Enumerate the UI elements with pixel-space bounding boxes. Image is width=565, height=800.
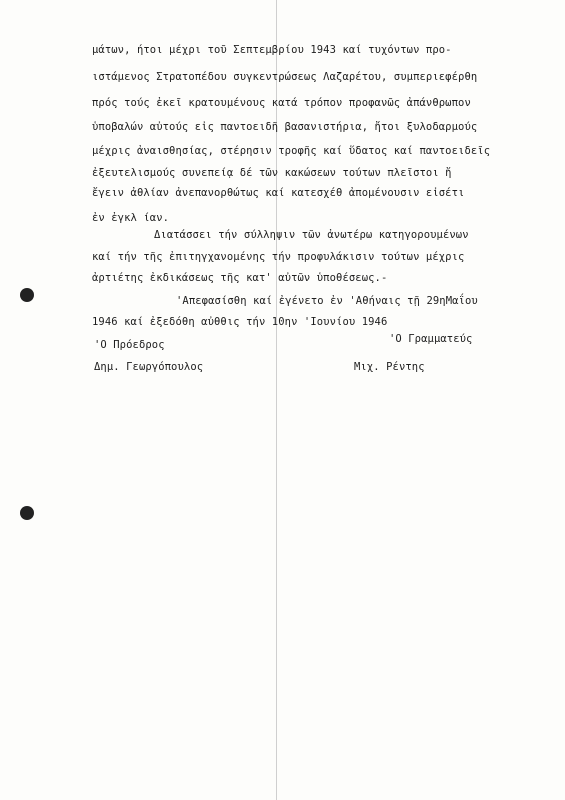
signature-clerk-name: Μιχ. Ρέντης xyxy=(354,361,425,373)
decision-line-1: Διατάσσει τήν σύλληψιν τῶν ἀνωτέρω κατηγορουμένων xyxy=(154,229,469,241)
dating-line-2: 1946 καί ἐξεδόθη αὐθθις τήν 10ην 'Ιουνίου 1946 xyxy=(92,316,388,328)
punch-hole-top xyxy=(20,288,34,302)
body-line-1: μάτων, ήτοι μέχρι τοῦ Σεπτεμβρίου 1943 καί τυχόντων προ- xyxy=(92,44,452,56)
body-line-6: ἐξευτελισμούς συνεπείᾳ δέ τῶν κακώσεων τούτων πλεῖστοι ἤ xyxy=(92,167,452,179)
decision-line-3: ἀρτιέτης ἐκδικάσεως τῆς κατ' αὐτῶν ὑποθέσεως.- xyxy=(92,272,388,284)
body-line-2: ιστάμενος Στρατοπέδου συγκεντρώσεως Λαζαρέτου, συμπεριεφέρθη xyxy=(92,71,478,83)
decision-line-2: καί τήν τῆς ἐπιτηγχανομένης τήν προφυλάκισιν τούτων μέχρις xyxy=(92,251,465,263)
signature-president-title: 'Ο Πρόεδρος xyxy=(94,339,165,351)
body-line-3: πρός τούς ἐκεῖ κρατουμένους κατά τρόπον προφανῶς ἀπάνθρωπον xyxy=(92,97,471,109)
body-line-7: ἔγειν ἀθλίαν ἀνεπανορθώτως καί κατεσχέθ ἀπομένουσιν εἰσέτι xyxy=(92,187,465,199)
body-line-4: ὑποβαλών αὐτούς εἰς παντοειδῆ βασανιστήρια, ἤτοι ξυλοδαρμούς xyxy=(92,121,478,133)
page-fold-line xyxy=(276,0,277,800)
signature-president-name: Δημ. Γεωργόπουλος xyxy=(94,361,204,373)
punch-hole-bottom xyxy=(20,506,34,520)
signature-clerk-title: 'Ο Γραμματεύς xyxy=(389,333,473,345)
dating-line-1: 'Απεφασίσθη καί ἐγένετο ἐν 'Αθήναις τῇ 29ηΜαΐου xyxy=(176,295,478,307)
body-line-5: μέχρις ἀναισθησίας, στέρησιν τροφῆς καί ὕδατος καί παντοειδεῖς xyxy=(92,145,491,157)
body-line-8: ἐν ἐγκλ ίαν. xyxy=(92,212,170,224)
